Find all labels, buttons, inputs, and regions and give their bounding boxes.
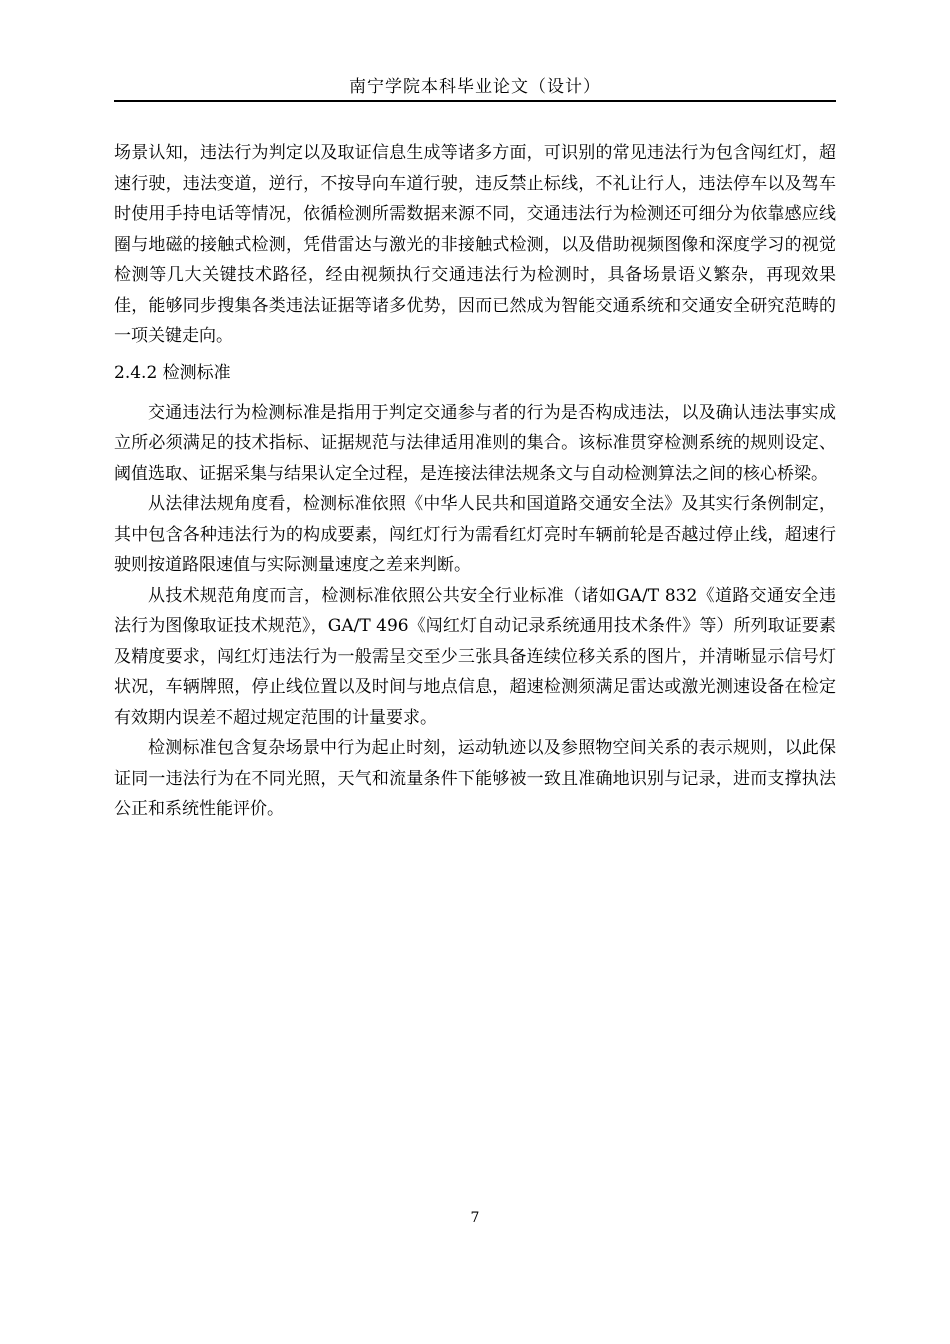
body-paragraph-2: 交通违法行为检测标准是指用于判定交通参与者的行为是否构成违法，以及确认违法事实成立所必须满足的技术指标、证据规范与法律适用准则的集合。该标准贯穿检测系统的规则设定、阈值选取、证据采集与结果认定全过程，是连接法律法规条文与自动检测算法之间的核心桥梁。 (114, 402, 836, 484)
body-paragraph-4: 从技术规范角度而言，检测标准依照公共安全行业标准（诸如GA/T 832《道路交通安全违法行为图像取证技术规范》，GA/T 496《闯红灯自动记录系统通用技术条件》等）所列取证要素及精度要求，闯红灯违法行为一般需呈交至少三张具备连续位移关系的图片，并清晰显示信号灯状况，车辆牌照，停止线位置以及时间与地点信息，超速检测须满足雷达或激光测速设备在检定有效期内误差不超过规定范围的计量要求。 (114, 585, 836, 728)
body-paragraph-3: 从法律法规角度看，检测标准依照《中华人民共和国道路交通安全法》及其实行条例制定，其中包含各种违法行为的构成要素，闯红灯行为需看红灯亮时车辆前轮是否越过停止线，超速行驶则按道路限速值与实际测量速度之差来判断。 (114, 494, 836, 575)
body-paragraph-5: 检测标准包含复杂场景中行为起止时刻，运动轨迹以及参照物空间关系的表示规则，以此保证同一违法行为在不同光照，天气和流量条件下能够被一致且准确地识别与记录，进而支撑执法公正和系统性能评价。 (114, 738, 836, 819)
page-body (114, 138, 836, 825)
page-header-title: 南宁学院本科毕业论文（设计） (349, 77, 601, 97)
body-paragraph-1: 场景认知，违法行为判定以及取证信息生成等诸多方面，可识别的常见违法行为包含闯红灯，超速行驶，违法变道，逆行，不按导向车道行驶，违反禁止标线，不礼让行人，违法停车以及驾车时使用手持电话等情况，依循检测所需数据来源不同，交通违法行为检测还可细分为依靠感应线圈与地磁的接触式检测，凭借雷达与激光的非接触式检测，以及借助视频图像和深度学习的视觉检测等几大关键技术路径，经由视频执行交通违法行为检测时，具备场景语义繁杂，再现效果佳，能够同步搜集各类违法证据等诸多优势，因而已然成为智能交通系统和交通安全研究范畴的一项关键走向。 (114, 143, 836, 346)
header-rule (114, 100, 836, 102)
section-heading: 2.4.2 检测标准 (114, 362, 231, 383)
page-number: 7 (470, 1210, 480, 1226)
